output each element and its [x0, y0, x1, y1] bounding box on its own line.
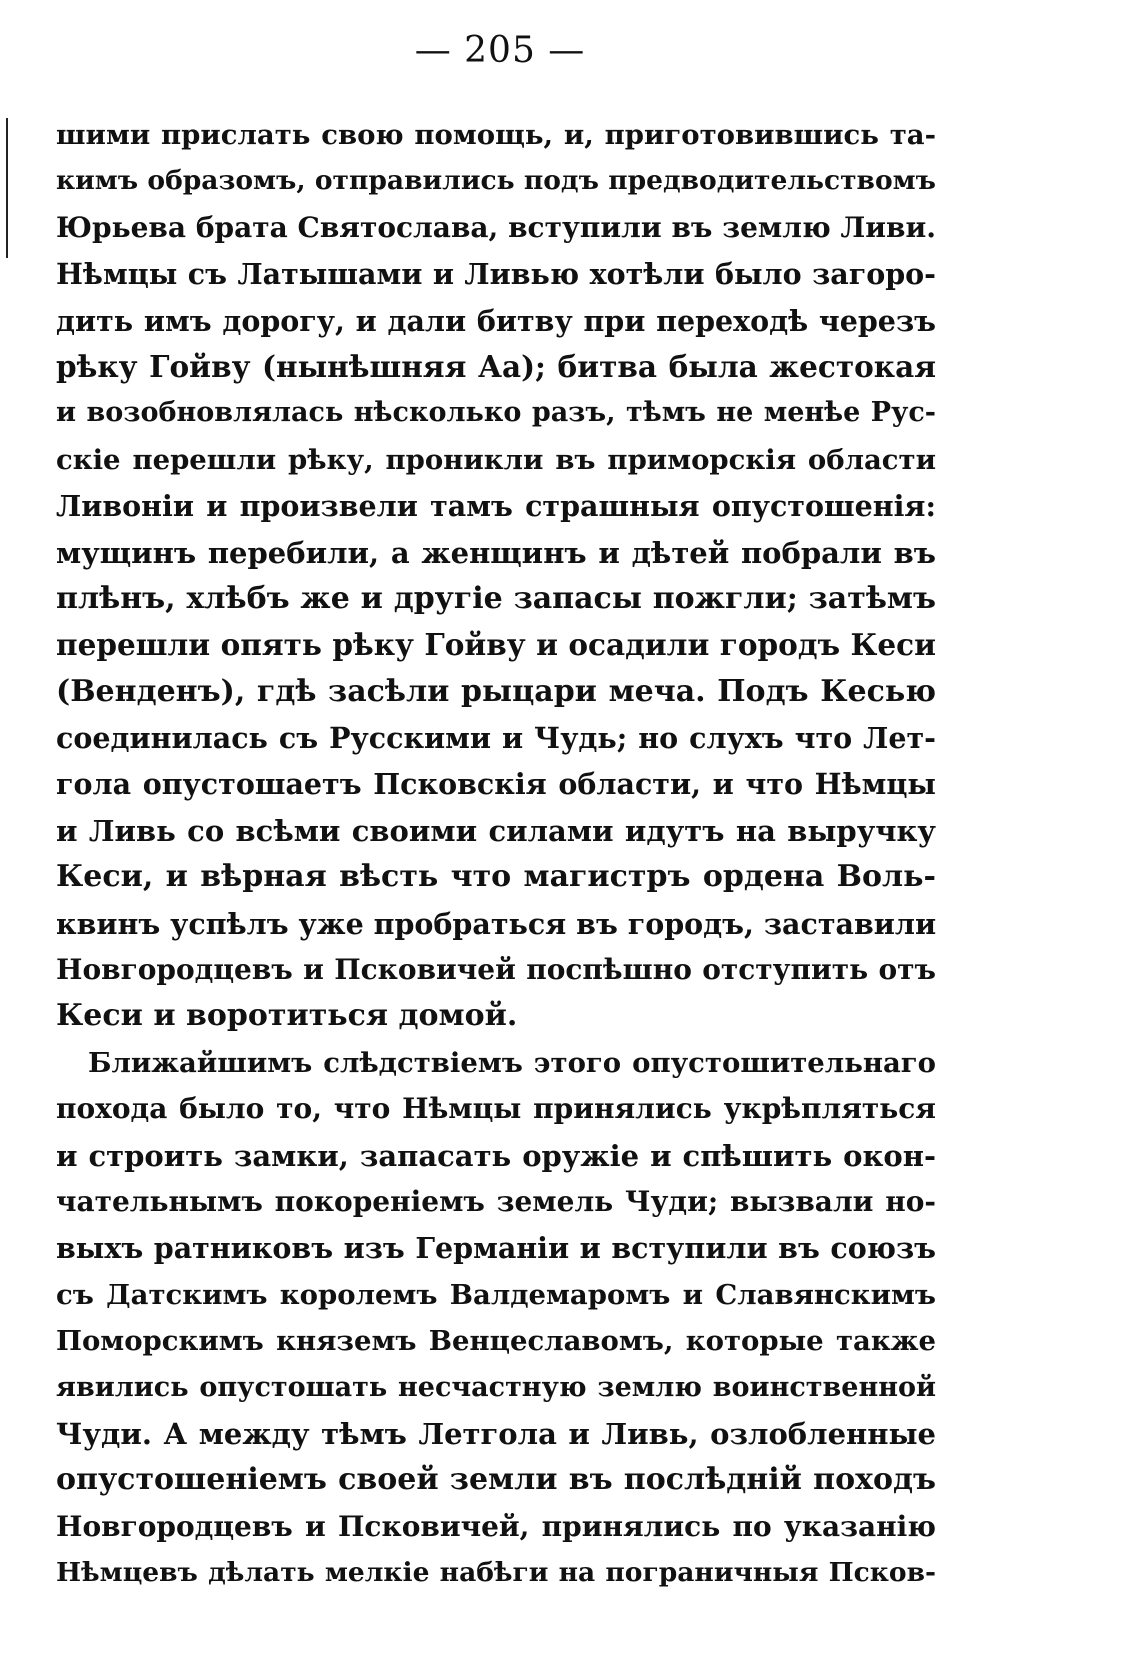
text-line: Новгородцевъ и Псковичей, принялись по указанію	[56, 1509, 936, 1543]
text-line: мущинъ перебили, а женщинъ и дѣтей побрали въ	[56, 535, 936, 570]
text-line: явились опустошать несчастную землю воинственной	[56, 1371, 936, 1403]
text-line: и строить замки, запасать оружіе и спѣшить окон-	[56, 1138, 936, 1173]
text-line: шими прислать свою помощь, и, приготовившись та-	[56, 119, 936, 151]
text-line: Чуди. А между тѣмъ Летгола и Ливь, озлобленные	[56, 1416, 936, 1451]
margin-mark	[6, 118, 8, 258]
text-line: опустошеніемъ своей земли въ послѣдній походъ	[56, 1462, 936, 1498]
paragraph	[56, 1040, 936, 1597]
text-line: Поморскимъ княземъ Венцеславомъ, которые также	[56, 1325, 936, 1358]
text-line: Новгородцевъ и Псковичей поспѣшно отступить отъ	[56, 953, 936, 987]
text-line: чательнымъ покореніемъ земель Чуди; вызвали но-	[56, 1184, 936, 1218]
text-line: Кеси, и вѣрная вѣсть что магистръ ордена Воль-	[56, 859, 936, 895]
text-line: перешли опять рѣку Гойву и осадили городъ Кеси	[56, 627, 936, 663]
text-line: похода было то, что Нѣмцы принялись укрѣпляться	[56, 1092, 936, 1126]
text-line: Ливоніи и произвели тамъ страшныя опустошенія:	[56, 489, 936, 524]
text-line: и возобновлялась нѣсколько разъ, тѣмъ не менѣе Рус-	[56, 397, 936, 429]
text-line: Нѣмцы съ Латышами и Ливью хотѣли было загоро-	[56, 257, 936, 292]
text-line: Ближайшимъ слѣдствіемъ этого опустошительнаго	[88, 1046, 936, 1079]
text-line: соединилась съ Русскими и Чудь; но слухъ что Лет-	[56, 721, 936, 756]
text-line: рѣку Гойву (нынѣшняя Аа); битва была жестокая	[56, 348, 936, 384]
text-line: и Ливь со всѣми своими силами идутъ на выручку	[56, 813, 936, 848]
paragraph	[56, 112, 936, 1040]
text-line: (Венденъ), гдѣ засѣли рыцари меча. Подъ Кесью	[56, 673, 936, 709]
text-line: скіе перешли рѣку, проникли въ приморскія области	[56, 443, 936, 476]
text-line: плѣнъ, хлѣбъ же и другіе запасы пожгли; затѣмъ	[56, 580, 936, 616]
text-line: съ Датскимъ королемъ Валдемаромъ и Славянскимъ	[56, 1278, 936, 1311]
text-line: выхъ ратниковъ изъ Германіи и вступили въ союзъ	[56, 1231, 936, 1266]
text-line: кимъ образомъ, отправились подъ предводительствомъ	[56, 165, 936, 197]
text-line: квинъ успѣлъ уже пробраться въ городъ, заставили	[56, 906, 937, 941]
text-line: Кеси и воротиться домой.	[56, 998, 518, 1034]
text-line: дить имъ дорогу, и дали битву при переходѣ черезъ	[56, 303, 936, 338]
body-text	[56, 112, 936, 1597]
page-number: — 205 —	[414, 30, 586, 71]
text-line: Юрьева брата Святослава, вступили въ землю Ливи.	[56, 210, 936, 244]
text-line: Нѣмцевъ дѣлать мелкіе набѣги на пограничныя Псков-	[56, 1557, 936, 1589]
text-line: гола опустошаетъ Псковскія области, и что Нѣмцы	[56, 767, 936, 802]
